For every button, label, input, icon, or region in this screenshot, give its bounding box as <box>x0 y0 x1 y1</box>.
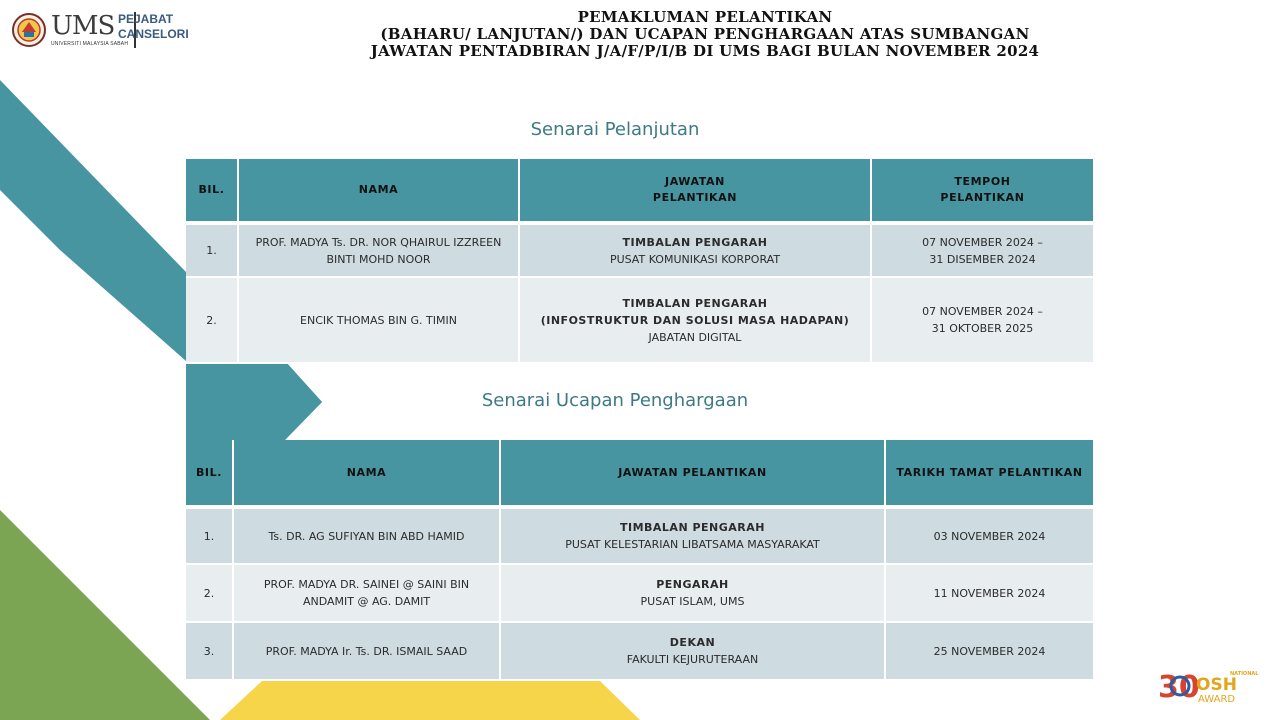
appointment-period <box>871 223 1094 277</box>
table-header-row <box>186 440 1094 507</box>
yellow-trapezoid-shape <box>220 681 640 720</box>
period-end: 31 OKTOBER 2025 <box>931 322 1034 335</box>
award-line3: AWARD <box>1198 694 1236 705</box>
logo-subtext: UNIVERSITI MALAYSIA SABAH <box>51 41 129 47</box>
column-header-no: BIL. <box>186 159 238 223</box>
table-row <box>186 223 1094 277</box>
appointment-position <box>500 507 885 564</box>
table-row <box>186 622 1094 680</box>
award-line1: NATIONAL <box>1230 671 1259 677</box>
column-header-position-line2: PELANTIKAN <box>652 191 738 204</box>
position-title: PENGARAH <box>656 578 729 591</box>
end-date: 11 NOVEMBER 2024 <box>885 564 1094 622</box>
table-row <box>186 507 1094 564</box>
appointee-name <box>233 622 500 680</box>
appointment-period <box>871 277 1094 363</box>
appointee-name-line1: ENCIK THOMAS BIN G. TIMIN <box>300 313 457 327</box>
table-header-row <box>186 159 1094 223</box>
appointee-name <box>238 277 519 363</box>
appointment-position <box>500 564 885 622</box>
appointee-name-line1: PROF. MADYA Ts. DR. NOR QHAIRUL IZZREEN <box>255 235 502 249</box>
row-number: 1. <box>186 223 238 277</box>
appointee-name-line1: PROF. MADYA Ir. Ts. DR. ISMAIL SAAD <box>265 644 468 658</box>
appointee-name-line2: BINTI MOHD NOOR <box>326 252 431 266</box>
appointment-position <box>500 622 885 680</box>
appointee-name <box>238 223 519 277</box>
position-unit: PUSAT KOMUNIKASI KORPORAT <box>609 252 781 266</box>
column-header-end-date: TARIKH TAMAT PELANTIKAN <box>885 440 1094 507</box>
appointment-position <box>519 277 871 363</box>
column-header-position <box>519 159 871 223</box>
position-unit: JABATAN DIGITAL <box>648 330 742 344</box>
appreciation-heading: Senarai Ucapan Penghargaan <box>481 390 749 411</box>
appointee-name <box>233 564 500 622</box>
position-unit: PUSAT KELESTARIAN LIBATSAMA MASYARAKAT <box>565 538 820 551</box>
column-header-no: BIL. <box>186 440 233 507</box>
position-subtitle: (INFOSTRUKTUR DAN SOLUSI MASA HADAPAN) <box>540 313 850 327</box>
award-line2: OSH <box>1196 675 1237 695</box>
period-start: 07 NOVEMBER 2024 – <box>922 305 1043 318</box>
green-triangle-shape <box>0 510 210 720</box>
row-number: 2. <box>186 564 233 622</box>
appointee-name-line1: PROF. MADYA DR. SAINEI @ SAINI BIN <box>263 578 470 591</box>
appreciation-table <box>186 440 1095 681</box>
column-header-period <box>871 159 1094 223</box>
row-number: 2. <box>186 277 238 363</box>
appointee-name-line2: ANDAMIT @ AG. DAMIT <box>302 595 431 608</box>
position-title: TIMBALAN PENGARAH <box>622 235 768 249</box>
column-header-position-line1: JAWATAN <box>665 175 725 188</box>
period-start: 07 NOVEMBER 2024 – <box>922 235 1043 249</box>
page-title-line2: (BAHARU/ LANJUTAN/) DAN UCAPAN PENGHARGAAN ATAS SUMBANGAN <box>380 25 1030 43</box>
end-date: 25 NOVEMBER 2024 <box>885 622 1094 680</box>
position-title: TIMBALAN PENGARAH <box>622 296 768 310</box>
period-end: 31 DISEMBER 2024 <box>929 252 1036 266</box>
page-title-line1: PEMAKLUMAN PELANTIKAN <box>577 8 833 26</box>
appointee-name-line1: Ts. DR. AG SUFIYAN BIN ABD HAMID <box>268 529 465 543</box>
position-title: DEKAN <box>669 636 716 649</box>
page-title-line3: JAWATAN PENTADBIRAN J/A/F/P/I/B DI UMS BAGI BULAN NOVEMBER 2024 <box>370 42 1040 60</box>
office-name <box>118 12 189 42</box>
table-row <box>186 277 1094 363</box>
row-number: 3. <box>186 622 233 680</box>
table-row <box>186 564 1094 622</box>
end-date: 03 NOVEMBER 2024 <box>885 507 1094 564</box>
logo-text: UMS <box>51 11 115 41</box>
continuation-heading: Senarai Pelanjutan <box>530 119 700 140</box>
continuation-table <box>186 159 1095 364</box>
column-header-position: JAWATAN PELANTIKAN <box>500 440 885 507</box>
office-name-line1: PEJABAT <box>118 12 174 26</box>
appointee-name <box>233 507 500 564</box>
column-header-period-line2: PELANTIKAN <box>940 191 1025 204</box>
award-number: 30 <box>1158 670 1200 705</box>
column-header-name: NAMA <box>238 159 519 223</box>
page-title <box>240 9 1170 60</box>
position-unit: PUSAT ISLAM, UMS <box>640 595 745 608</box>
office-name-line2: CANSELORI <box>118 27 189 41</box>
university-seal-icon <box>12 13 46 47</box>
column-header-period-line1: TEMPOH <box>954 175 1011 188</box>
osh-award-logo <box>1158 664 1259 705</box>
position-unit: FAKULTI KEJURUTERAAN <box>626 653 759 666</box>
position-title: TIMBALAN PENGARAH <box>619 521 765 534</box>
column-header-name: NAMA <box>233 440 500 507</box>
row-number: 1. <box>186 507 233 564</box>
appointment-position <box>519 223 871 277</box>
